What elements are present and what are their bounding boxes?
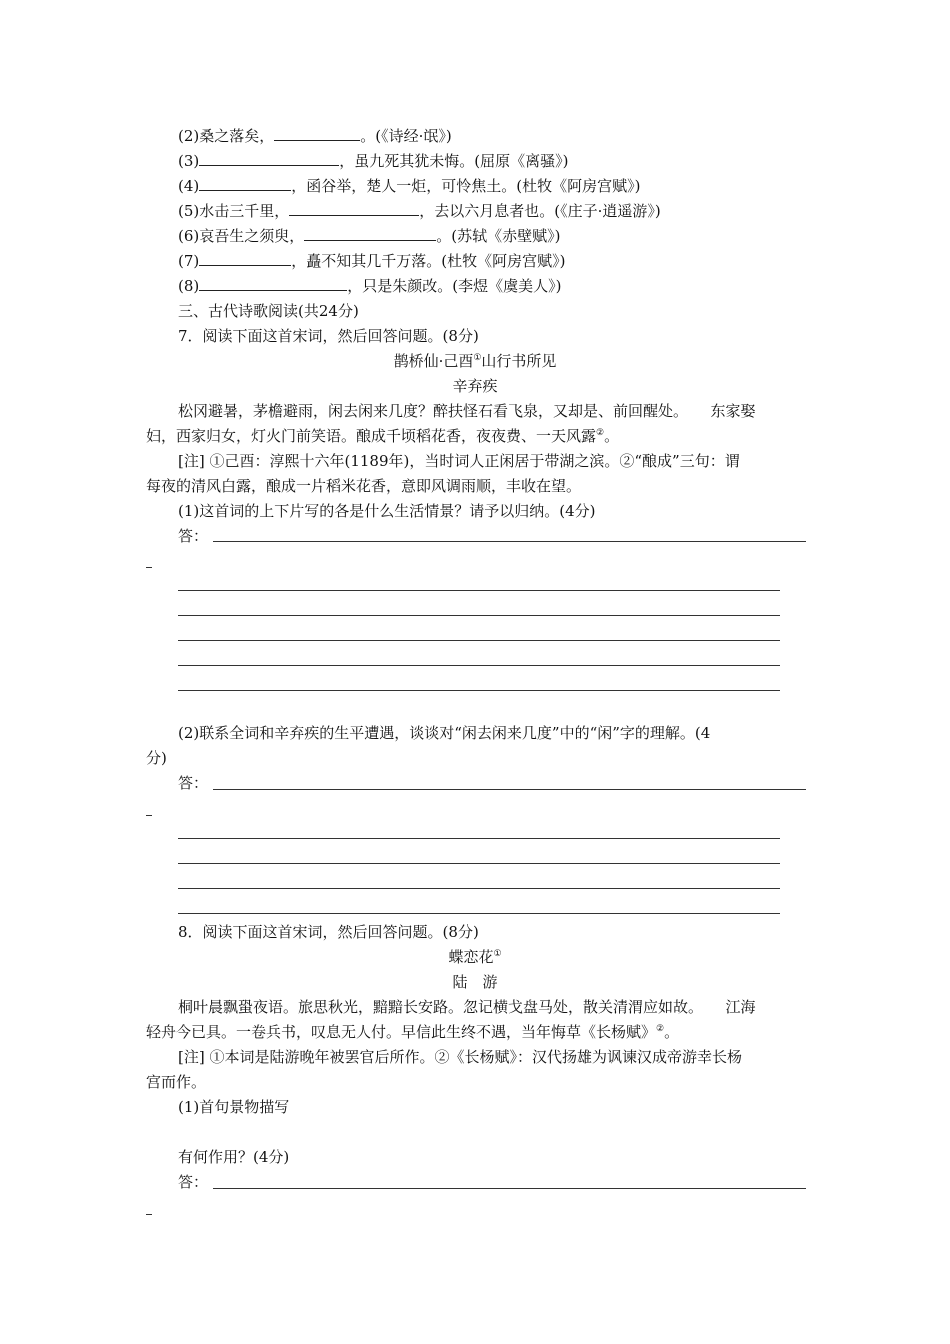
q7-sub1: (1)这首词的上下片写的各是什么生活情景？请予以归纳。(4分) (178, 502, 596, 520)
answer-line[interactable] (178, 838, 780, 839)
poem-text: 妇，西家归女，灯火门前笑语。酿成千顷稻花香，夜夜费、一天风露 (146, 427, 597, 445)
answer-line[interactable] (213, 541, 806, 542)
item-source: ，去以六月息者也。(《庄子·逍遥游》) (419, 202, 661, 220)
answer-line[interactable] (178, 913, 780, 914)
q7-sub2-answer-label: 答： (178, 774, 209, 792)
item-number: (4) (178, 177, 200, 195)
item-source: ，函谷举，楚人一炬，可怜焦土。(杜牧《阿房宫赋》) (291, 177, 641, 195)
item-source: ，矗不知其几千万落。(杜牧《阿房宫赋》) (291, 252, 566, 270)
item-source: ，虽九死其犹未悔。(屈原《离骚》) (339, 152, 569, 170)
fill-item-6 (178, 226, 560, 246)
q8-note-line-1: [注] ①本词是陆游晚年被罢官后所作。②《长杨赋》：汉代扬雄为讽谏汉成帝游幸长杨 (178, 1048, 742, 1066)
fill-item-2 (178, 126, 452, 146)
answer-line[interactable] (178, 888, 780, 889)
item-text: 水击三千里， (199, 202, 290, 220)
q8-poem-title (0, 947, 950, 967)
q7-poem-author: 辛弃疾 (452, 377, 498, 395)
item-number: (5) (178, 202, 200, 220)
poem-end: 。 (664, 1023, 680, 1041)
item-source: 。(《诗经·氓》) (360, 127, 452, 145)
q8-sub1-part-a: (1)首句景物描写 (178, 1098, 290, 1116)
item-number: (6) (178, 227, 200, 245)
fill-item-5 (178, 201, 661, 221)
q7-poem-line-1: 松冈避暑，茅檐避雨，闲去闲来几度？醉扶怪石看飞泉，又却是、前回醒处。 东家娶 (178, 402, 756, 420)
q7-note-line-2: 每夜的清风白露，酿成一片稻米花香，意即风调雨顺，丰收在望。 (146, 477, 582, 495)
q8-poem-line-1: 桐叶晨飘蛩夜语。旅思秋光，黯黯长安路。忽记横戈盘马处，散关清渭应如故。 江海 (178, 998, 756, 1016)
answer-line[interactable] (178, 863, 780, 864)
poem-end: 。 (604, 427, 620, 445)
answer-line[interactable] (213, 1188, 806, 1189)
item-text: 哀吾生之须臾， (199, 227, 305, 245)
item-number: (2) (178, 127, 200, 145)
title-text-rest: 山行书所见 (481, 352, 557, 370)
title-text: 鹊桥仙·己酉 (393, 352, 474, 370)
item-source: 。(苏轼《赤壁赋》) (436, 227, 561, 245)
answer-blank[interactable] (199, 151, 339, 166)
item-number: (3) (178, 152, 200, 170)
q7-note-line-1: [注] ①己酉：淳熙十六年(1189年)，当时词人正闲居于带湖之滨。②“酿成”三句：谓 (178, 452, 740, 470)
footnote-marker: ② (656, 1024, 665, 1034)
line-dash (146, 567, 152, 568)
item-number: (7) (178, 252, 200, 270)
section-heading: 三、古代诗歌阅读(共24分) (178, 302, 359, 320)
line-dash (146, 815, 152, 816)
fill-item-8 (178, 276, 561, 296)
footnote-marker: ① (493, 949, 502, 959)
q8-sub1-part-b: 有何作用？(4分) (178, 1148, 290, 1166)
answer-blank[interactable] (199, 276, 347, 291)
answer-blank[interactable] (289, 201, 419, 216)
footnote-marker: ① (473, 353, 482, 363)
q8-poem-author: 陆 游 (452, 973, 498, 991)
poem-text: 轻舟今已具。一卷兵书，叹息无人付。早信此生终不遇，当年悔草《长杨赋》 (146, 1023, 657, 1041)
answer-line[interactable] (178, 590, 780, 591)
title-text: 蝶恋花 (448, 948, 494, 966)
item-text: 桑之落矣， (199, 127, 275, 145)
q7-poem-title (0, 351, 950, 371)
answer-line[interactable] (178, 690, 780, 691)
answer-blank[interactable] (304, 226, 436, 241)
item-source: ，只是朱颜改。(李煜《虞美人》) (347, 277, 562, 295)
answer-blank[interactable] (199, 251, 291, 266)
fill-item-4 (178, 176, 640, 196)
footnote-marker: ② (596, 428, 605, 438)
q8-sub1-answer-label: 答： (178, 1173, 209, 1191)
q7-sub2-line-1: (2)联系全词和辛弃疾的生平遭遇，谈谈对“闲去闲来几度”中的“闲”字的理解。(4 (178, 724, 711, 742)
fill-item-7 (178, 251, 565, 271)
q7-sub1-answer-label: 答： (178, 527, 209, 545)
answer-line[interactable] (178, 665, 780, 666)
q8-note-line-2: 宫而作。 (146, 1073, 207, 1091)
q8-poem-line-2 (146, 1022, 679, 1042)
answer-line[interactable] (178, 615, 780, 616)
line-dash (146, 1214, 152, 1215)
answer-line[interactable] (213, 789, 806, 790)
answer-blank[interactable] (199, 176, 291, 191)
q7-prompt: 7．阅读下面这首宋词，然后回答问题。(8分) (178, 327, 479, 345)
answer-blank[interactable] (274, 126, 360, 141)
q7-poem-line-2 (146, 426, 619, 446)
q7-sub2-line-2: 分) (146, 749, 167, 767)
answer-line[interactable] (178, 640, 780, 641)
item-number: (8) (178, 277, 200, 295)
fill-item-3 (178, 151, 568, 171)
q8-prompt: 8．阅读下面这首宋词，然后回答问题。(8分) (178, 923, 479, 941)
